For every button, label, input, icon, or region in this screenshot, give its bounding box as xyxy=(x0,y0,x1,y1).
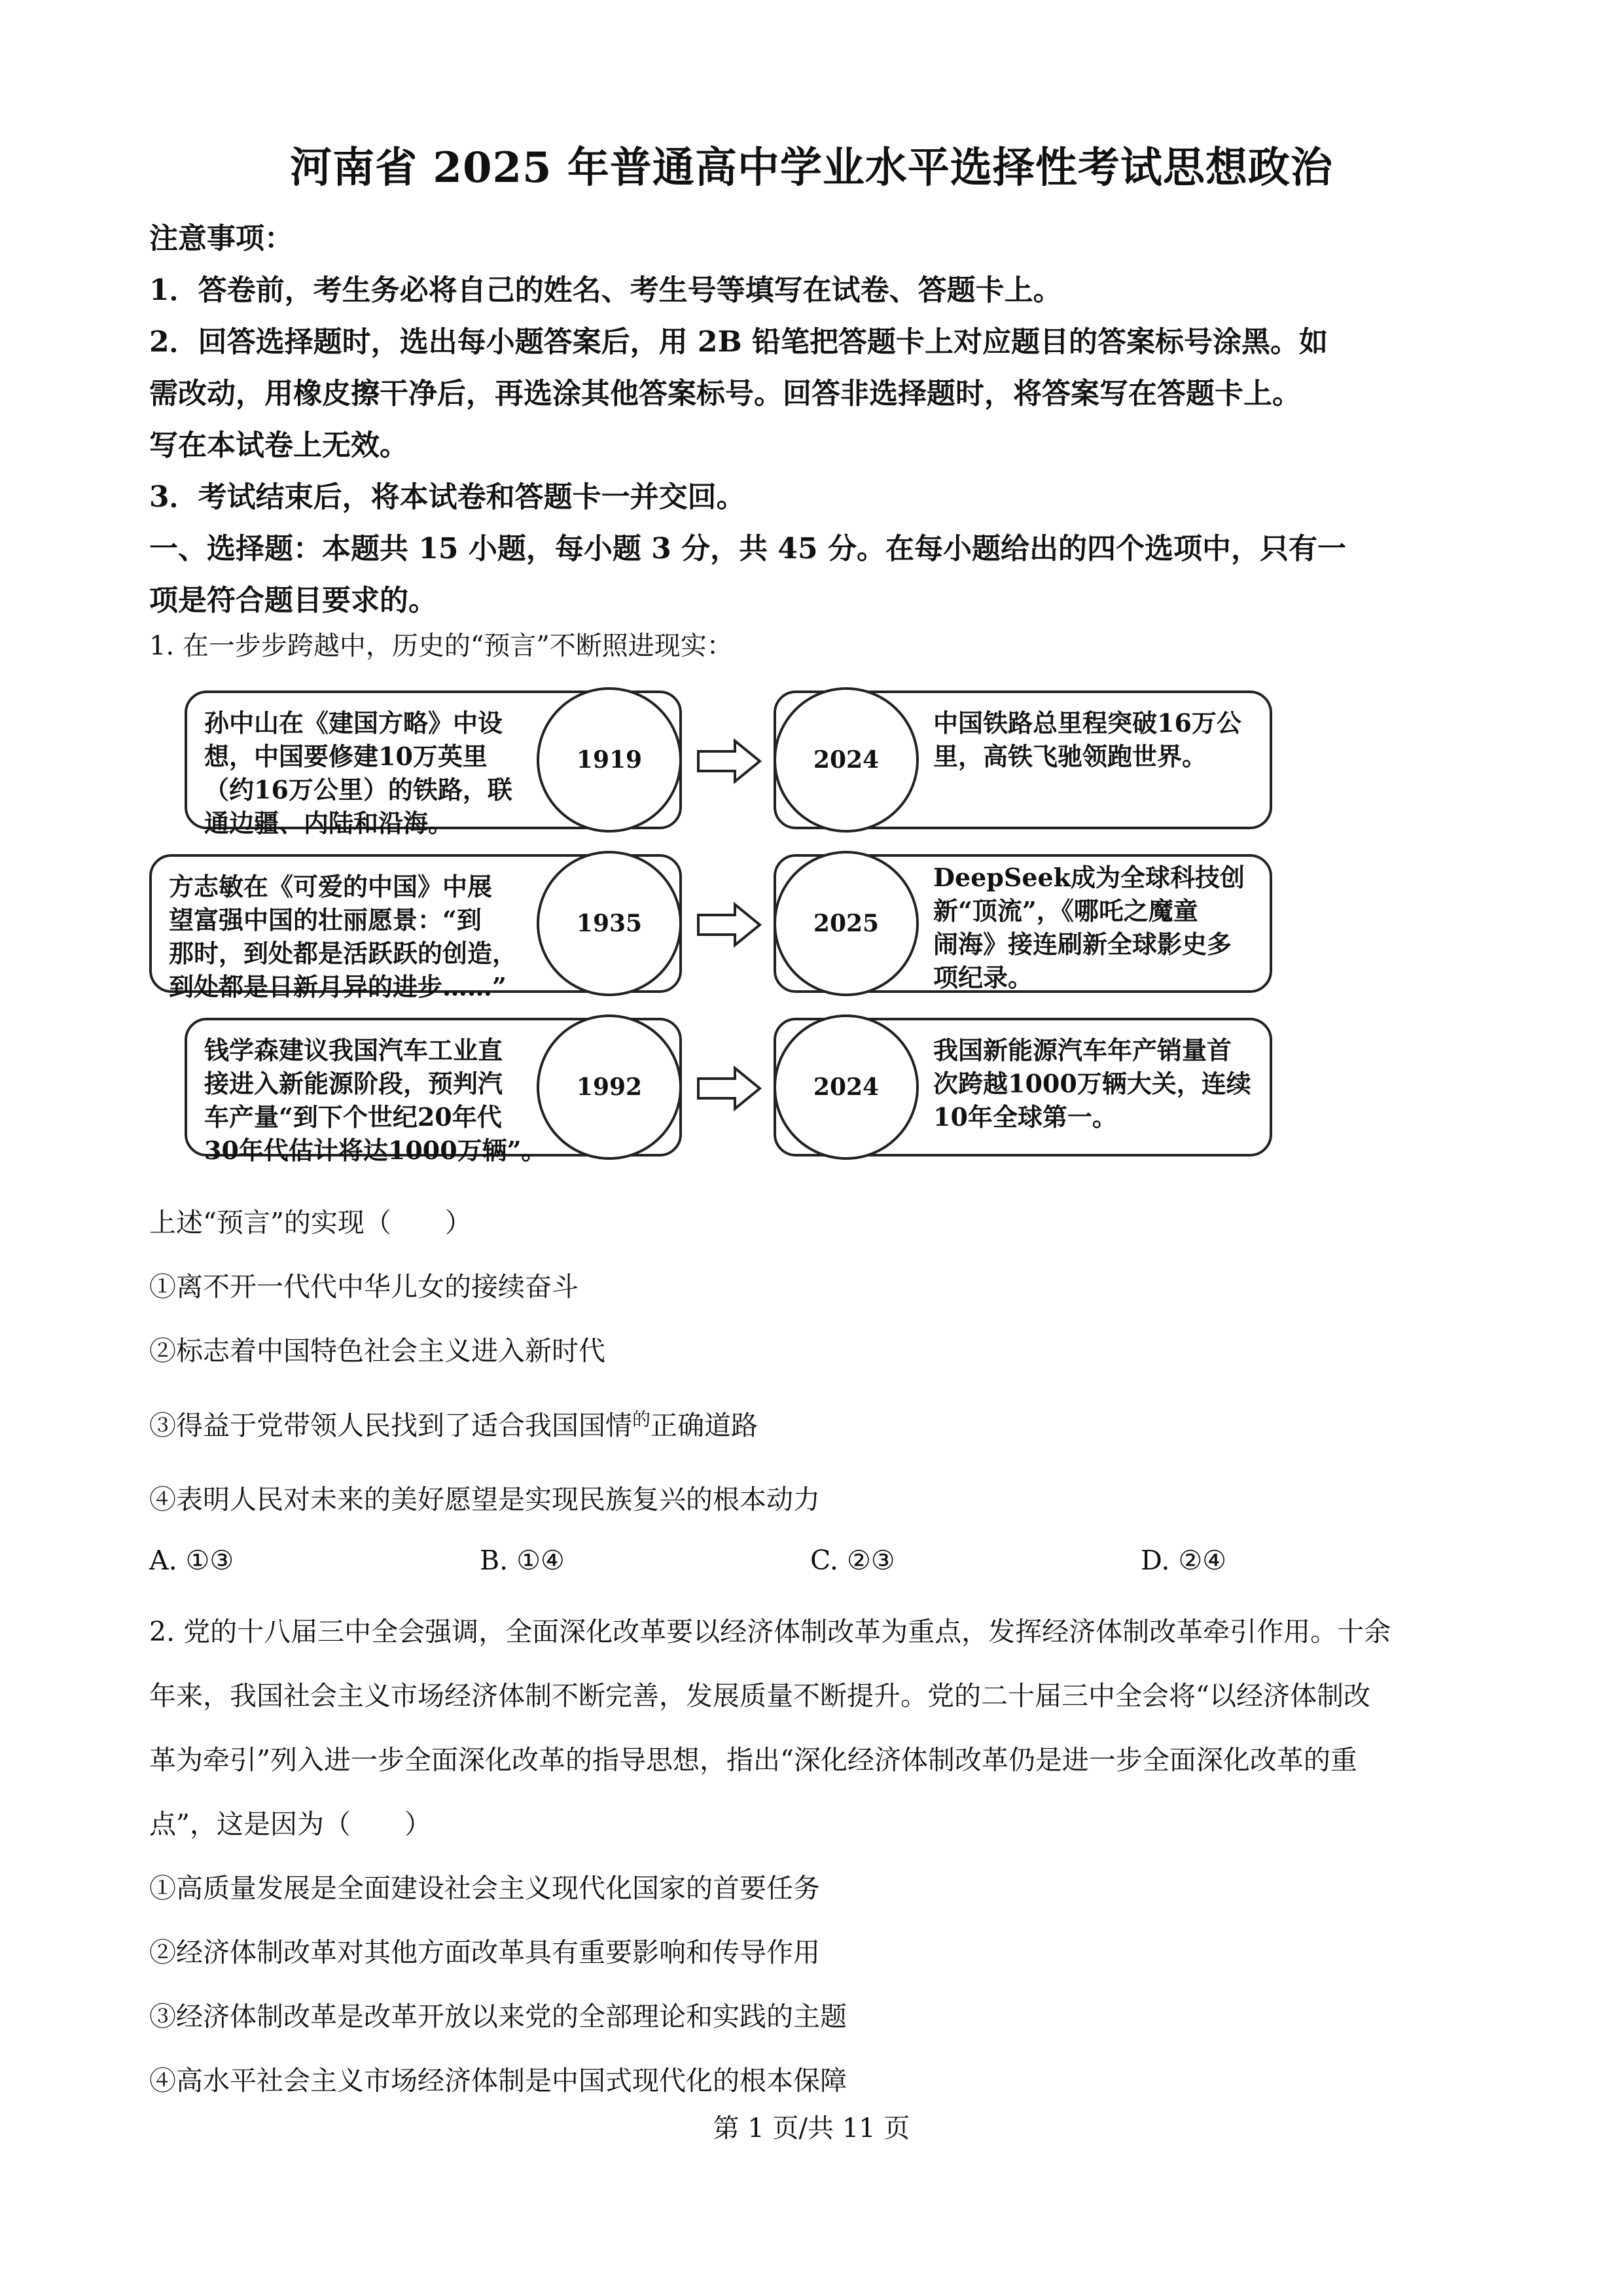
text-line: 钱学森建议我国汽车工业直 xyxy=(204,1035,503,1065)
year-circle: 2025 xyxy=(774,851,919,996)
question-2-line: 革为牵引”列入进一步全面深化改革的指导思想，指出“深化经济体制改革仍是进一步全面深化改革的重 xyxy=(149,1744,1357,1776)
option-c[interactable]: C. ②③ xyxy=(810,1545,895,1576)
question-2-line: 2. 党的十八届三中全会强调，全面深化改革要以经济体制改革为重点，发挥经济体制改革牵引作用。十余 xyxy=(149,1616,1391,1647)
prophecy-text xyxy=(169,870,517,1003)
text-line: 孙中山在《建国方略》中设 xyxy=(204,708,503,738)
question-2-line: 点”，这是因为（ ） xyxy=(149,1808,431,1840)
year-circle: 1935 xyxy=(537,851,682,996)
year-circle: 1919 xyxy=(537,687,682,833)
note-item: 写在本试卷上无效。 xyxy=(149,429,408,462)
note-item: 2．回答选择题时，选出每小题答案后，用 2B 铅笔把答题卡上对应题目的答案标号涂黑。如 xyxy=(149,325,1329,359)
statement-sup: 的 xyxy=(632,1408,651,1430)
notes-heading: 注意事项： xyxy=(149,222,293,255)
text-line: 接进入新能源阶段，预判汽 xyxy=(204,1069,503,1098)
page-footer: 第 1 页/共 11 页 xyxy=(713,2113,910,2144)
text-line: 里，高铁飞驰领跑世界。 xyxy=(933,742,1207,771)
diagram-row xyxy=(144,687,1289,838)
page-title: 河南省 2025 年普通高中学业水平选择性考试思想政治 xyxy=(290,143,1333,192)
text-line: 中国铁路总里程突破16万公 xyxy=(933,708,1241,738)
statement xyxy=(149,1404,758,1443)
question-2-line: 年来，我国社会主义市场经济体制不断完善，发展质量不断提升。党的二十届三中全会将“以经济体制改 xyxy=(149,1680,1370,1712)
year-circle: 2024 xyxy=(774,687,919,833)
text-line: 次跨越1000万辆大关，连续 xyxy=(933,1069,1251,1098)
section-heading: 一、选择题：本题共 15 小题，每小题 3 分，共 45 分。在每小题给出的四个选项中，只有一 xyxy=(149,532,1346,565)
prophecy-text xyxy=(204,1033,546,1167)
text-line: 那时，到处都是活跃跃的创造， xyxy=(169,939,518,968)
text-line: DeepSeek成为全球科技创 xyxy=(933,863,1245,892)
text-line: 望富强中国的壮丽愿景：“到 xyxy=(169,905,482,935)
option-b[interactable]: B. ①④ xyxy=(480,1545,565,1576)
text-line: 项纪录。 xyxy=(933,963,1033,992)
text-line: 想，中国要修建10万英里 xyxy=(204,742,488,771)
arrow-right-icon xyxy=(697,902,762,948)
statement-part: ③得益于党带领人民找到了适合我国国情 xyxy=(149,1410,632,1441)
statement: ①离不开一代代中华儿女的接续奋斗 xyxy=(149,1271,579,1302)
reality-text xyxy=(933,861,1245,994)
text-line: 闹海》接连刷新全球影史多 xyxy=(933,929,1232,959)
text-line: 通边疆、内陆和沿海。 xyxy=(204,808,454,838)
note-item: 1．答卷前，考生务必将自己的姓名、考生号等填写在试卷、答题卡上。 xyxy=(149,274,1062,307)
diagram-row xyxy=(144,851,1289,1001)
year-circle: 2024 xyxy=(774,1014,919,1160)
arrow-right-icon xyxy=(697,738,762,784)
text-line: 车产量“到下个世纪20年代 xyxy=(204,1102,502,1132)
option-d[interactable]: D. ②④ xyxy=(1141,1545,1226,1576)
question-1-stem: 1. 在一步步跨越中，历史的“预言”不断照进现实： xyxy=(149,631,733,661)
note-item: 需改动，用橡皮擦干净后，再选涂其他答案标号。回答非选择题时，将答案写在答题卡上。 xyxy=(149,377,1301,410)
text-line: （约16万公里）的铁路，联 xyxy=(204,775,512,804)
text-line: 方志敏在《可爱的中国》中展 xyxy=(169,872,493,901)
prophecy-text xyxy=(204,706,512,840)
instructions xyxy=(149,213,1484,626)
year-circle: 1992 xyxy=(537,1014,682,1160)
option-a[interactable]: A. ①③ xyxy=(149,1545,234,1576)
diagram-row xyxy=(144,1014,1289,1165)
statement-part: 正确道路 xyxy=(651,1410,758,1441)
question-1-prompt: 上述“预言”的实现（ ） xyxy=(149,1207,472,1238)
note-item: 3．考试结束后，将本试卷和答题卡一并交回。 xyxy=(149,480,745,514)
statement: ②标志着中国特色社会主义进入新时代 xyxy=(149,1335,605,1367)
prophecy-diagram xyxy=(144,687,1289,1172)
text-line: 我国新能源汽车年产销量首 xyxy=(933,1035,1232,1065)
statement: ①高质量发展是全面建设社会主义现代化国家的首要任务 xyxy=(149,1873,820,1904)
statement: ②经济体制改革对其他方面改革具有重要影响和传导作用 xyxy=(149,1937,820,1968)
reality-text xyxy=(933,706,1241,773)
text-line: 到处都是日新月异的进步……” xyxy=(169,972,507,1001)
text-line: 新“顶流”，《哪吒之魔童 xyxy=(933,896,1198,925)
reality-text xyxy=(933,1033,1251,1134)
statement: ④表明人民对未来的美好愿望是实现民族复兴的根本动力 xyxy=(149,1484,820,1515)
section-heading-cont: 项是符合题目要求的。 xyxy=(149,584,437,617)
arrow-right-icon xyxy=(697,1066,762,1111)
text-line: 10年全球第一。 xyxy=(933,1102,1117,1132)
text-line: 30年代估计将达1000万辆”。 xyxy=(204,1136,546,1165)
statement: ③经济体制改革是改革开放以来党的全部理论和实践的主题 xyxy=(149,2001,847,2032)
statement: ④高水平社会主义市场经济体制是中国式现代化的根本保障 xyxy=(149,2065,847,2096)
